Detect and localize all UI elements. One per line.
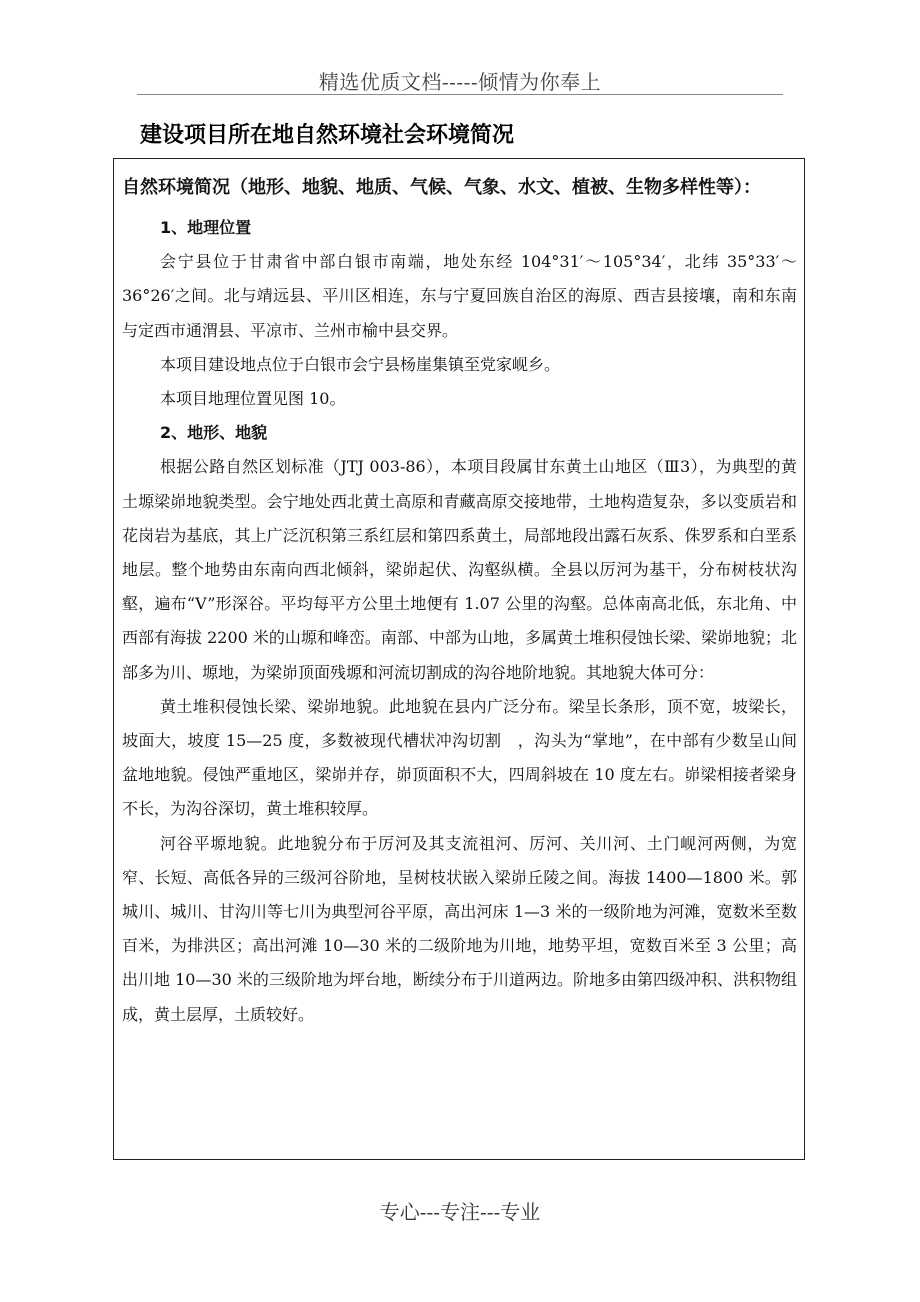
section-title: 自然环境简况（地形、地貌、地质、气候、气象、水文、植被、生物多样性等）： bbox=[122, 177, 761, 198]
header-divider bbox=[137, 94, 783, 95]
paragraph-terrain: 根据公路自然区划标准（JTJ 003-86），本项目段属甘东黄土山地区（Ⅲ3），为典型的黄土塬梁峁地貌类型。会宁地处西北黄土高原和青藏高原交接地带，土地构造复杂，多以变质岩和花岗岩为基底，其上广泛沉积第三系红层和第四系黄土，局部地段出露石灰系、侏罗系和白垩系地层。整个地势由东南向西北倾斜，梁峁起伏、沟壑纵横。全县以厉河为基干，分布树枝状沟壑，遍布“V”形深谷。平均每平方公里土地便有 1.07 公里的沟壑。总体南高北低，东北角、中西部有海拔 2200 米的山塬和峰峦。南部、中部为山地，多属黄土堆积侵蚀长梁、梁峁地貌；北部多为川、塬地，为梁峁顶面残塬和河流切割成的沟谷地阶地貌。其地貌大体可分： bbox=[122, 457, 797, 682]
page-footer: 专心---专注---专业 bbox=[379, 1200, 541, 1224]
paragraph-location: 会宁县位于甘肃省中部白银市南端，地处东经 104°31′～105°34′，北纬 35°33′～36°26′之间。北与靖远县、平川区相连，东与宁夏回族自治区的海原、西吉县接壤，南和东南与定西市通渭县、平凉市、兰州市榆中县交界。 bbox=[122, 252, 797, 340]
paragraph-project-site: 本项目建设地点位于白银市会宁县杨崖集镇至党家岘乡。 bbox=[160, 354, 561, 374]
content-body bbox=[122, 165, 797, 1032]
paragraph-loess-ridges: 黄土堆积侵蚀长梁、梁峁地貌。此地貌在县内广泛分布。梁呈长条形，顶不宽，坡梁长，坡面大，坡度 15—25 度，多数被现代槽状冲沟切割 ，沟头为“掌地”，在中部有少数呈山间盆地地貌。侵蚀严重地区，梁峁并存，峁顶面积不大，四周斜坡在 10 度左右。峁梁相接者梁身不长，为沟谷深切，黄土堆积较厚。 bbox=[122, 696, 797, 819]
document-title: 建设项目所在地自然环境社会环境简况 bbox=[140, 123, 515, 148]
paragraph-figure-reference: 本项目地理位置见图 10。 bbox=[160, 389, 346, 409]
page-header: 精选优质文档-----倾情为你奉上 bbox=[318, 70, 602, 94]
heading-geographic-location: 1、地理位置 bbox=[160, 218, 252, 237]
paragraph-river-valley: 河谷平塬地貌。此地貌分布于厉河及其支流祖河、厉河、关川河、土门岘河两侧，为宽窄、长短、高低各异的三级河谷阶地，呈树枝状嵌入梁峁丘陵之间。海拔 1400—1800 米。郭城川、城川、甘沟川等七川为典型河谷平原，高出河床 1—3 米的一级阶地为河滩，宽数米至数百米，为排洪区；高出河滩 10—30 米的二级阶地为川地，地势平坦，宽数百米至 3 公里；高出川地 10—30 米的三级阶地为坪台地，断续分布于川道两边。阶地多由第四级冲积、洪积物组成，黄土层厚，土质较好。 bbox=[122, 833, 797, 1024]
heading-terrain-landform: 2、地形、地貌 bbox=[160, 423, 268, 443]
